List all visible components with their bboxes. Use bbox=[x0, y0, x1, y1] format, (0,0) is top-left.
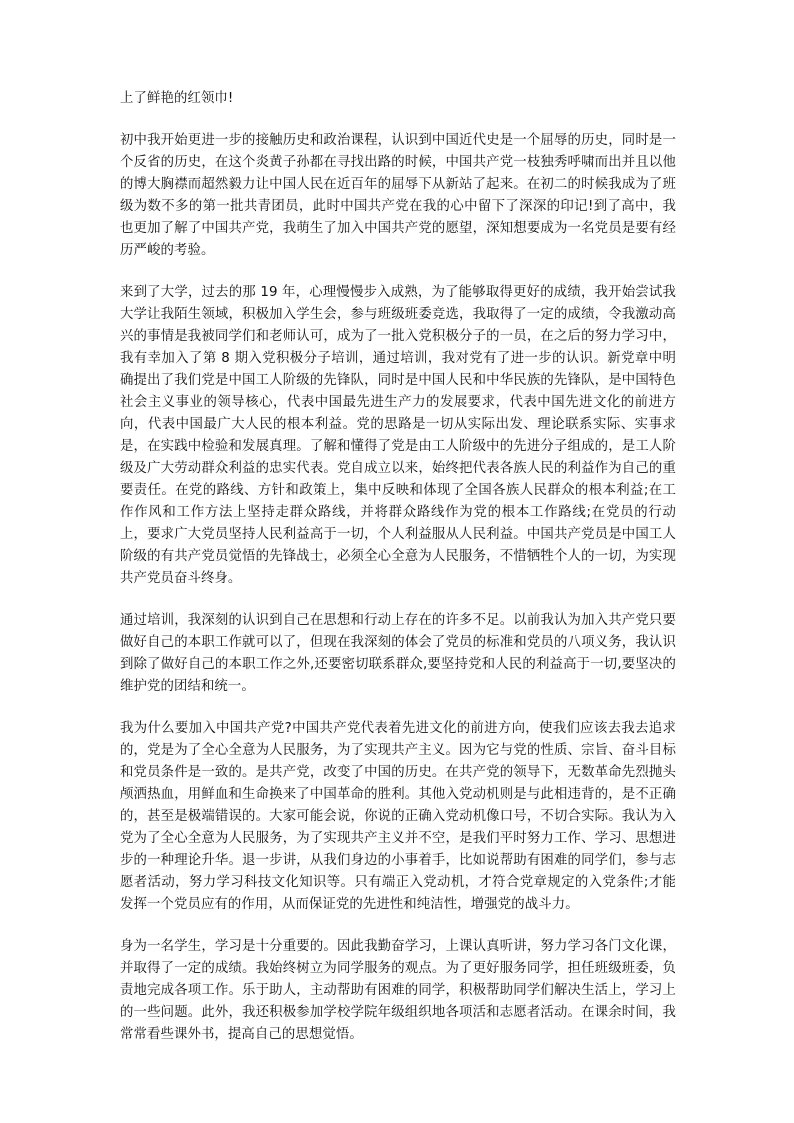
paragraph-as-student: 身为一名学生，学习是十分重要的。因此我勤奋学习，上课认真听讲，努力学习各门文化课，并取得了一定的成绩。我始终树立为同学服务的观点。为了更好服务同学，担任班级班委，负责地完成各项工作。乐于助人，主动帮助有困难的同学，积极帮助同学们解决生活上，学习上的一些问题。此外，我还积极参加学校学院年级组织地各项活和志愿者活动。在课余时间，我常常看些课外书，提高自己的思想觉悟。 bbox=[120, 939, 676, 1042]
paragraph-university: 来到了大学，过去的那 19 年，心理慢慢步入成熟，为了能够取得更好的成绩，我开始尝试我大学让我陌生领域，积极加入学生会，参与班级班委竞选，我取得了一定的成绩，令我激动高兴的事情是我被同学们和老师认可，成为了一批入党积极分子的一员，在之后的努力学习中，我有幸加入了第 8 期入党积极分子培训，通过培训，我对党有了进一步的认识。新党章中明确提出了我们党是中国工人阶级的先锋队，同时是中国人民和中华民族的先锋队，是中国特色社会主义事业的领导核心，代表中国最先进生产力的发展要求，代表中国先进文化的前进方向，代表中国最广大人民的根本利益。党的思路是一切从实际出发、理论联系实际、实事求是，在实践中检验和发展真理。了解和懂得了党是由工人阶级中的先进分子组成的，是工人阶级及广大劳动群众利益的忠实代表。党自成立以来，始终把代表各族人民的利益作为自己的重要责任。在党的路线、方针和政策上，集中反映和体现了全国各族人民群众的根本利益;在工作作风和工作方法上坚持走群众路线，并将群众路线作为党的根本工作路线;在党员的行动上，要求广大党员坚持人民利益高于一切，个人利益服从人民利益。中国共产党员是中国工人阶级的有共产党员觉悟的先锋战士，必须全心全意为人民服务，不惜牺牲个人的一切，为实现共产党员奋斗终身。 bbox=[120, 285, 676, 586]
paragraph-training-reflection: 通过培训，我深刻的认识到自己在思想和行动上存在的许多不足。以前我认为加入共产党只要做好自己的本职工作就可以了，但现在我深刻的体会了党员的标准和党员的八项义务，我认识到除了做好自己的本职工作之外,还要密切联系群众,要坚持党和人民的利益高于一切,要坚决的维护党的团结和统一。 bbox=[120, 613, 676, 694]
paragraph-why-join-party: 我为什么要加入中国共产党?中国共产党代表着先进文化的前进方向，使我们应该去我去追求的，党是为了全心全意为人民服务，为了实现共产主义。因为它与党的性质、宗旨、奋斗目标和党员条件是一致的。是共产党，改变了中国的历史。在共产党的领导下，无数革命先烈抛头颅洒热血，用鲜血和生命换来了中国革命的胜利。其他入党动机则是与此相违背的，是不正确的，甚至是极端错误的。大家可能会说，你说的正确入党动机像口号，不切合实际。我认为入党为了全心全意为人民服务，为了实现共产主义并不空，是我们平时努力工作、学习、思想进步的一种理论升华。退一步讲，从我们身边的小事着手，比如说帮助有困难的同学们，参与志愿者活动，努力学习科技文化知识等。只有端正入党动机，才符合党章规定的入党条件;才能发挥一个党员应有的作用，从而保证党的先进性和纯洁性，增强党的战斗力。 bbox=[120, 721, 676, 912]
document-body bbox=[120, 88, 676, 1066]
paragraph-intro-line: 上了鲜艳的红领巾! bbox=[120, 91, 234, 106]
paragraph-middle-school: 初中我开始更进一步的接触历史和政治课程，认识到中国近代史是一个屈辱的历史，同时是一个反省的历史，在这个炎黄子孙都在寻找出路的时候，中国共产党一枝独秀呼啸而出并且以他的博大胸襟而超然毅力让中国人民在近百年的屈辱下从新站了起来。在初二的时候我成为了班级为数不多的第一批共青团员，此时中国共产党在我的心中留下了深深的印记!到了高中，我也更加了解了中国共产党，我萌生了加入中国共产党的愿望，深知想要成为一名党员是要有经历严峻的考验。 bbox=[120, 133, 676, 258]
